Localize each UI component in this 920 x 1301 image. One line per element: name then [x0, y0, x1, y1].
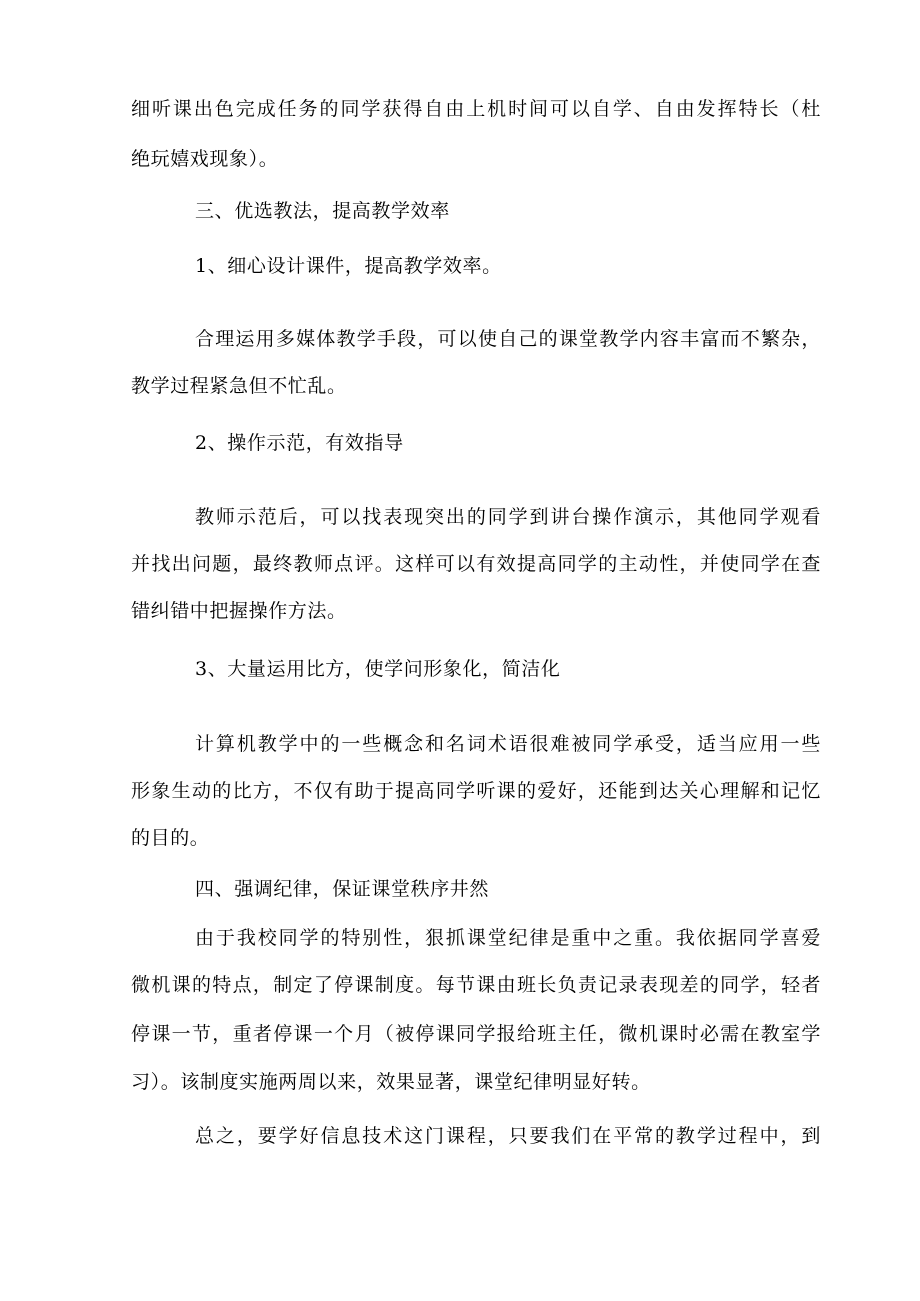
body-text-line: 习）。该制度实施两周以来，效果显著，课堂纪律明显好转。: [131, 1071, 651, 1093]
body-text-line: 细听课出色完成任务的同学获得自由上机时间可以自学、自由发挥特长（杜: [131, 98, 821, 120]
body-text-line: 错纠错中把握操作方法。: [131, 600, 347, 622]
body-text-line: 总之，要学好信息技术这门课程，只要我们在平常的教学过程中，到: [195, 1125, 821, 1147]
body-text-line: 的目的。: [131, 827, 210, 849]
body-text-line: 合理运用多媒体教学手段，可以使自己的课堂教学内容丰富而不繁杂，: [195, 328, 821, 350]
body-text-line: 计算机教学中的一些概念和名词术语很难被同学承受，适当应用一些: [195, 733, 821, 755]
subsection-heading: 1、细心设计课件，提高教学效率。: [195, 255, 502, 277]
body-text-line: 并找出问题，最终教师点评。这样可以有效提高同学的主动性，并使同学在查: [131, 553, 821, 575]
body-text-line: 教学过程紧急但不忙乱。: [131, 375, 347, 397]
section-heading: 四、强调纪律，保证课堂秩序井然: [195, 878, 490, 900]
body-text-line: 由于我校同学的特别性，狠抓课堂纪律是重中之重。我依据同学喜爱: [195, 927, 821, 949]
subsection-heading: 3、大量运用比方，使学问形象化，简洁化: [195, 658, 561, 680]
body-text-line: 教师示范后，可以找表现突出的同学到讲台操作演示，其他同学观看: [195, 506, 821, 528]
body-text-line: 绝玩嬉戏现象）。: [131, 148, 279, 170]
section-heading: 三、优选教法，提高教学效率: [195, 200, 450, 222]
body-text-line: 停课一节，重者停课一个月（被停课同学报给班主任，微机课时必需在教室学: [131, 1023, 821, 1045]
body-text-line: 形象生动的比方，不仅有助于提高同学听课的爱好，还能到达关心理解和记忆: [131, 780, 821, 802]
body-text-line: 微机课的特点，制定了停课制度。每节课由班长负责记录表现差的同学，轻者: [131, 974, 821, 996]
subsection-heading: 2、操作示范，有效指导: [195, 432, 404, 454]
